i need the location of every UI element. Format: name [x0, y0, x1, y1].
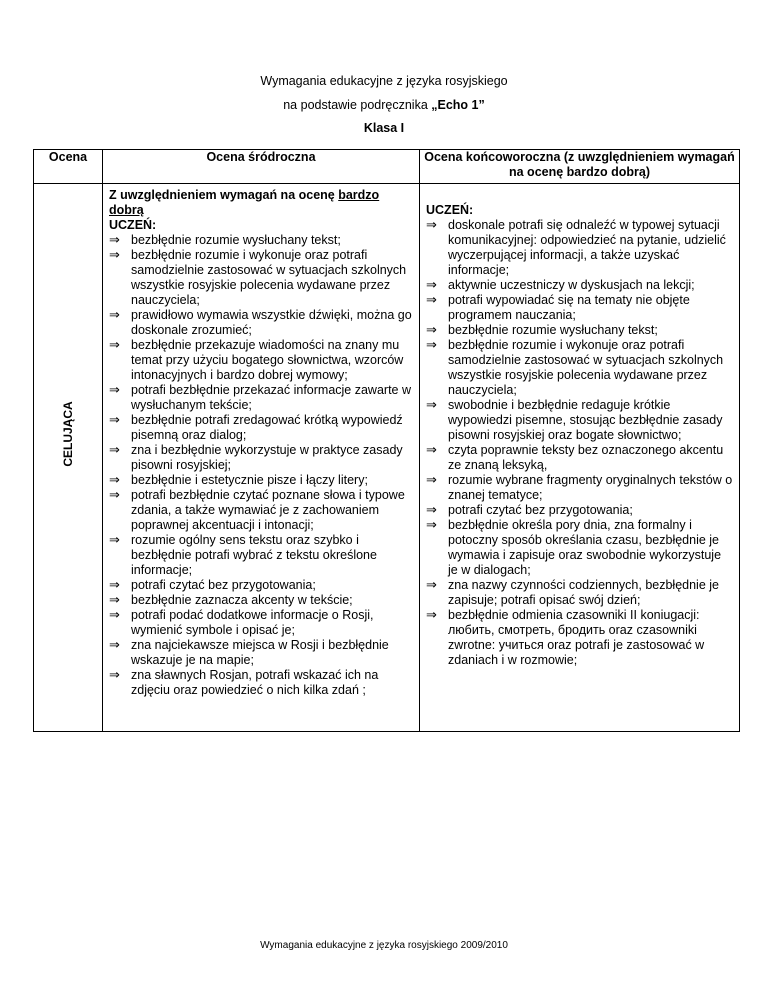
requirements-table	[33, 149, 740, 732]
arrow-icon: ⇒	[109, 578, 120, 593]
list-item: ⇒ zna najciekawsze miejsca w Rosji i bezbłędnie wskazuje je na mapie;	[109, 638, 389, 667]
list-item: ⇒ rozumie ogólny sens tekstu oraz szybko i bezbłędnie potrafi wybrać z tekstu określone informacje;	[109, 533, 377, 577]
class-label: Klasa I	[363, 121, 405, 135]
arrow-icon: ⇒	[109, 338, 120, 353]
textbook-name: „Echo 1”	[431, 98, 485, 112]
arrow-icon: ⇒	[109, 473, 120, 488]
arrow-icon: ⇒	[109, 608, 120, 623]
arrow-icon: ⇒	[109, 488, 120, 503]
list-item: ⇒ bezbłędnie potrafi zredagować krótką wypowiedź pisemną oraz dialog;	[109, 413, 403, 442]
list-item: ⇒ bezbłędnie rozumie i wykonuje oraz potrafi samodzielnie zastosować w sytuacjach szkolnych wszystkie rosyjskie polecenia wydawane przez nauczyciela;	[426, 338, 724, 397]
arrow-icon: ⇒	[109, 443, 120, 458]
final-column-header: Ocena końcoworoczna (z uwzględnieniem wymagań na ocenę bardzo dobrą)	[420, 150, 740, 184]
grade-cell	[34, 184, 103, 732]
subtitle-prefix: na podstawie podręcznika	[283, 98, 432, 112]
arrow-icon: ⇒	[426, 293, 437, 308]
arrow-icon: ⇒	[426, 443, 437, 458]
arrow-icon: ⇒	[109, 668, 120, 683]
arrow-icon: ⇒	[426, 578, 437, 593]
arrow-icon: ⇒	[109, 413, 120, 428]
arrow-icon: ⇒	[426, 398, 437, 413]
midterm-intro-prefix: Z uwzględnieniem wymagań na ocenę	[109, 188, 339, 202]
midterm-student-label: UCZEŃ:	[109, 218, 157, 232]
arrow-icon: ⇒	[109, 233, 120, 248]
document-title	[0, 74, 768, 89]
list-item: ⇒ zna nazwy czynności codziennych, bezbłędnie je zapisuje; potrafi opisać swój dzień;	[426, 578, 719, 607]
list-item: ⇒ potrafi czytać bez przygotowania;	[426, 503, 633, 518]
list-item: ⇒ potrafi bezbłędnie przekazać informacje zawarte w wysłuchanym tekście;	[109, 383, 411, 412]
arrow-icon: ⇒	[109, 533, 120, 548]
arrow-icon: ⇒	[426, 218, 437, 233]
list-item: ⇒ rozumie wybrane fragmenty oryginalnych tekstów o znanej tematyce;	[426, 473, 733, 502]
list-item: ⇒ doskonale potrafi się odnaleźć w typowej sytuacji komunikacyjnej: odpowiedzieć na pytanie, udzielić wyczerpującej informacji, a także uzyskać informacje;	[426, 218, 726, 277]
list-item: ⇒ bezbłędnie i estetycznie pisze i łączy litery;	[109, 473, 368, 488]
list-item: ⇒ zna i bezbłędnie wykorzystuje w praktyce zasady pisowni rosyjskiej;	[109, 443, 403, 472]
list-item: ⇒ potrafi wypowiadać się na tematy nie objęte programem nauczania;	[426, 293, 690, 322]
midterm-intro-underlined: bardzo dobrą	[109, 188, 380, 217]
table-row	[34, 184, 740, 732]
arrow-icon: ⇒	[426, 278, 437, 293]
arrow-icon: ⇒	[426, 323, 437, 338]
arrow-icon: ⇒	[426, 503, 437, 518]
document-subtitle	[0, 98, 768, 113]
list-item: ⇒ bezbłędnie odmienia czasowniki II koniugacji: любить, смотреть, бродить oraz czasowniki zwrotne: учиться oraz potrafi je zastosować w zdaniach i w rozmowie;	[426, 608, 705, 667]
list-item: ⇒ zna sławnych Rosjan, potrafi wskazać ich na zdjęciu oraz powiedzieć o nich kilka zdań ;	[109, 668, 379, 697]
list-item: ⇒ potrafi bezbłędnie czytać poznane słowa i typowe zdania, a także wymawiać je z zachowaniem poprawnej akcentuacji i intonacji;	[109, 488, 405, 532]
list-item: ⇒ bezbłędnie zaznacza akcenty w tekście;	[109, 593, 353, 608]
midterm-intro	[109, 188, 413, 218]
arrow-icon: ⇒	[426, 608, 437, 623]
grade-column-header: Ocena	[34, 150, 103, 184]
final-requirements-list	[426, 218, 733, 668]
midterm-requirements-list	[109, 233, 413, 698]
list-item: ⇒ bezbłędnie rozumie wysłuchany tekst;	[109, 233, 341, 248]
list-item: ⇒ czyta poprawnie teksty bez oznaczonego akcentu ze znaną leksyką,	[426, 443, 724, 472]
page-footer: Wymagania edukacyjne z języka rosyjskiego 2009/2010	[260, 940, 508, 951]
midterm-requirements-cell	[103, 184, 420, 732]
list-item: ⇒ potrafi czytać bez przygotowania;	[109, 578, 316, 593]
list-item: ⇒ bezbłędnie rozumie wysłuchany tekst;	[426, 323, 658, 338]
list-item: ⇒ swobodnie i bezbłędnie redaguje krótkie wypowiedzi pisemne, stosując bezbłędnie zasady pisowni rosyjskiej oraz bogate słownictwo;	[426, 398, 723, 442]
list-item: ⇒ prawidłowo wymawia wszystkie dźwięki, można go doskonale zrozumieć;	[109, 308, 412, 337]
arrow-icon: ⇒	[109, 638, 120, 653]
list-item: ⇒ bezbłędnie rozumie i wykonuje oraz potrafi samodzielnie zastosować w sytuacjach szkolnych wszystkie rosyjskie polecenia wydawane przez nauczyciela;	[109, 248, 407, 307]
final-student-label: UCZEŃ:	[426, 203, 474, 217]
arrow-icon: ⇒	[109, 248, 120, 263]
arrow-icon: ⇒	[109, 383, 120, 398]
grade-label: CELUJĄCA	[61, 401, 75, 467]
title-line-1: Wymagania edukacyjne z języka rosyjskiego	[260, 74, 508, 88]
list-item: ⇒ potrafi podać dodatkowe informacje o Rosji, wymienić symbole i opisać je;	[109, 608, 374, 637]
list-item: ⇒ aktywnie uczestniczy w dyskusjach na lekcji;	[426, 278, 695, 293]
arrow-icon: ⇒	[426, 338, 437, 353]
table-header-row	[34, 150, 740, 184]
list-item: ⇒ bezbłędnie określa pory dnia, zna formalny i potoczny sposób określania czasu, bezbłędnie je wymawia i zapisuje oraz swobodnie wykorzystuje je w dialogach;	[426, 518, 722, 577]
final-requirements-cell	[420, 184, 740, 732]
arrow-icon: ⇒	[426, 518, 437, 533]
arrow-icon: ⇒	[109, 308, 120, 323]
list-item: ⇒ bezbłędnie przekazuje wiadomości na znany mu temat przy użyciu bogatego słownictwa, wzorców intonacyjnych i bardzo dobrej wymowy;	[109, 338, 404, 382]
arrow-icon: ⇒	[426, 473, 437, 488]
midterm-column-header: Ocena śródroczna	[103, 150, 420, 184]
arrow-icon: ⇒	[109, 593, 120, 608]
